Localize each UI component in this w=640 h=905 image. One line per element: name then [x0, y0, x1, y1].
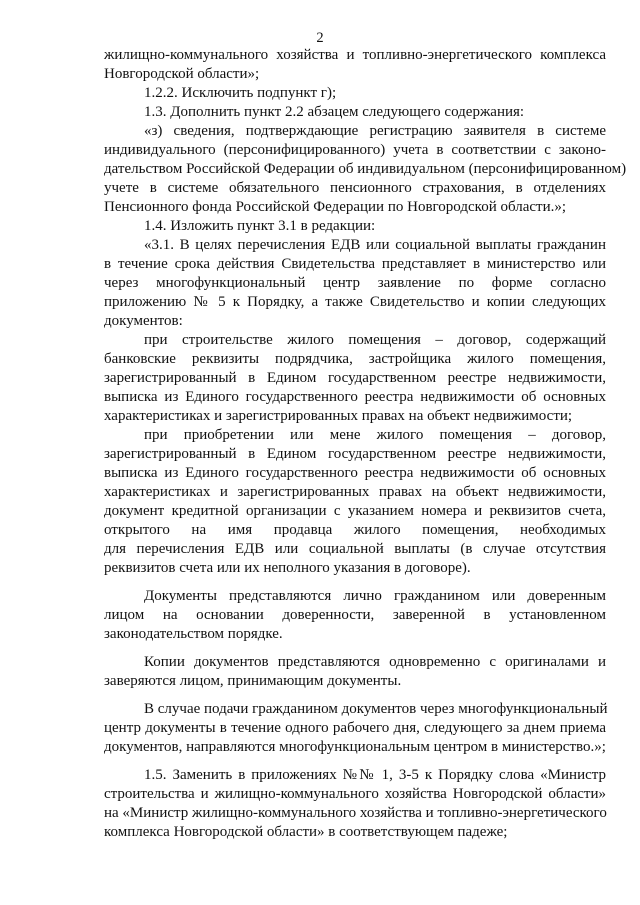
text-line: реквизитов счета или их неполного указания в договоре). — [104, 560, 471, 576]
text-line: выписка из Единого государственного реестра недвижимости об основных — [104, 389, 606, 405]
text-line: 1.4. Изложить пункт 3.1 в редакции: — [144, 218, 376, 234]
text-line: лицом на основании доверенности, заверенной в установленном — [104, 607, 606, 623]
paragraph — [104, 331, 606, 426]
paragraph — [104, 217, 606, 236]
text-line: законодательством порядке. — [104, 626, 283, 642]
text-line: зарегистрированный в Едином государственном реестре недвижимости, — [104, 370, 606, 386]
paragraph — [104, 587, 606, 644]
text-line: характеристиках и зарегистрированных правах на объект недвижимости; — [104, 408, 573, 424]
text-line: Документы представляются лично гражданином или доверенным — [144, 588, 606, 604]
text-line: на «Министр жилищно-коммунального хозяйства и топливно-энергетического — [104, 805, 607, 821]
text-line: при приобретении или мене жилого помещения – договор, — [144, 427, 606, 443]
text-line: для перечисления ЕДВ или социальной выплаты (в случае отсутствия — [104, 541, 606, 557]
text-line: комплекса Новгородской области» в соответствующем падеже; — [104, 824, 508, 840]
text-line: 1.5. Заменить в приложениях №№ 1, 3-5 к Порядку слова «Министр — [144, 767, 606, 783]
paragraph — [104, 766, 606, 842]
document-body — [104, 46, 627, 842]
text-line: «з) сведения, подтверждающие регистрацию заявителя в системе — [144, 123, 606, 139]
paragraph — [104, 426, 606, 578]
paragraph — [104, 700, 606, 757]
text-line: учете в системе обязательного пенсионного страхования, в отделениях — [104, 180, 606, 196]
text-line: Копии документов представляются одновременно с оригиналами и — [144, 654, 606, 670]
text-line: через многофункциональный центр заявление по форме согласно — [104, 275, 606, 291]
text-line: строительства и жилищно-коммунального хозяйства Новгородской области» — [104, 786, 606, 802]
text-line: 1.3. Дополнить пункт 2.2 абзацем следующего содержания: — [144, 104, 525, 120]
text-line: 1.2.2. Исключить подпункт г); — [144, 85, 337, 101]
text-line: зарегистрированный в Едином государственном реестре недвижимости, — [104, 446, 606, 462]
text-line: документов, направляются многофункциональным центром в министерство.»; — [104, 739, 606, 755]
text-line: Новгородской области»; — [104, 66, 260, 82]
text-line: центр документы в течение одного рабочего дня, следующего за днем приема — [104, 720, 606, 736]
text-line: характеристиках и зарегистрированных правах на объект недвижимости, — [104, 484, 606, 500]
paragraph — [104, 46, 606, 84]
paragraph — [104, 122, 627, 217]
text-line: выписка из Единого государственного реестра недвижимости об основных — [104, 465, 606, 481]
text-line: Пенсионного фонда Российской Федерации по Новгородской области.»; — [104, 199, 567, 215]
text-line: В случае подачи гражданином документов через многофункциональный — [144, 701, 608, 717]
text-line: банковские реквизиты подрядчика, застройщика жилого помещения, — [104, 351, 606, 367]
paragraph — [104, 653, 606, 691]
text-line: индивидуального (персонифицированного) учета в соответствии с законо- — [104, 142, 606, 158]
paragraph — [104, 103, 606, 122]
text-line: приложению № 5 к Порядку, а также Свидетельство и копии следующих — [104, 294, 606, 310]
text-line: жилищно-коммунального хозяйства и топливно-энергетического комплекса — [104, 47, 606, 63]
text-line: документов: — [104, 313, 183, 329]
text-line: в течение срока действия Свидетельства представляет в министерство или — [104, 256, 606, 272]
text-line: при строительстве жилого помещения – договор, содержащий — [144, 332, 606, 348]
text-line: «3.1. В целях перечисления ЕДВ или социальной выплаты гражданин — [144, 237, 606, 253]
text-line: открытого на имя продавца жилого помещения, необходимых — [104, 522, 606, 538]
text-line: документ кредитной организации с указанием номера и реквизитов счета, — [104, 503, 606, 519]
text-line: заверяются лицом, принимающим документы. — [104, 673, 402, 689]
page-number: 2 — [316, 30, 324, 46]
paragraph — [104, 236, 606, 331]
text-line: дательством Российской Федерации об индивидуальном (персонифицированном) — [104, 161, 627, 177]
paragraph — [104, 84, 606, 103]
